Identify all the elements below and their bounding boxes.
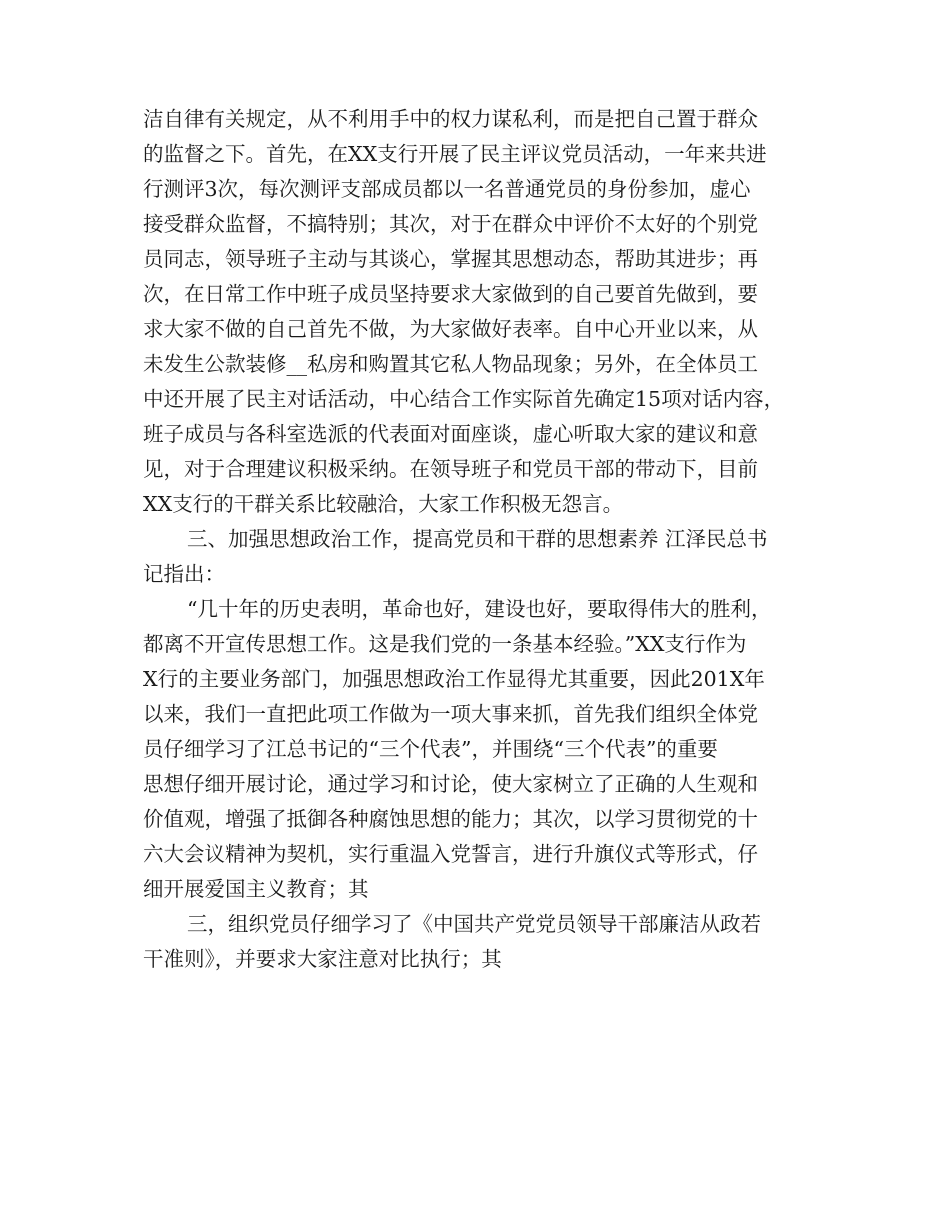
document-body xyxy=(143,102,823,977)
text-line: 未发生公款装修__私房和购置其它私人物品现象；另外，在全体员工 xyxy=(143,352,758,376)
text-line: 接受群众监督，不搞特别；其次，对于在群众中评价不太好的个别党 xyxy=(143,212,758,236)
text-line: 以来，我们一直把此项工作做为一项大事来抓，首先我们组织全体党 xyxy=(143,702,758,726)
text-line: 的监督之下。首先，在XX支行开展了民主评议党员活动，一年来共进 xyxy=(143,142,767,166)
text-line: XX支行的干群关系比较融洽，大家工作积极无怨言。 xyxy=(143,492,624,516)
text-line: 思想仔细开展讨论，通过学习和讨论，使大家树立了正确的人生观和 xyxy=(143,772,758,796)
text-line: 中还开展了民主对话活动，中心结合工作实际首先确定15项对话内容， xyxy=(143,387,785,411)
text-line: 行测评3次，每次测评支部成员都以一名普通党员的身份参加，虚心 xyxy=(143,177,751,201)
text-line: 次，在日常工作中班子成员坚持要求大家做到的自己要首先做到，要 xyxy=(143,282,758,306)
text-line: 价值观，增强了抵御各种腐蚀思想的能力；其次，以学习贯彻党的十 xyxy=(143,807,758,831)
text-line: 都离不开宣传思想工作。这是我们党的一条基本经验。”XX支行作为 xyxy=(143,632,747,656)
text-line: X行的主要业务部门，加强思想政治工作显得尤其重要，因此201X年 xyxy=(143,667,765,691)
text-line: 员仔细学习了江总书记的“三个代表”，并围绕“三个代表”的重要 xyxy=(143,737,718,761)
text-line: 洁自律有关规定，从不利用手中的权力谋私利，而是把自己置于群众 xyxy=(143,107,758,131)
paragraph-start-line: 三，组织党员仔细学习了《中国共产党党员领导干部廉洁从政若 xyxy=(187,912,761,936)
text-line: 细开展爱国主义教育；其 xyxy=(143,877,369,901)
text-line: 求大家不做的自己首先不做，为大家做好表率。自中心开业以来，从 xyxy=(143,317,758,341)
section-heading-line: 三、加强思想政治工作，提高党员和干群的思想素养 江泽民总书 xyxy=(187,527,768,551)
text-line: 六大会议精神为契机，实行重温入党誓言，进行升旗仪式等形式，仔 xyxy=(143,842,758,866)
text-line: 干准则》，并要求大家注意对比执行；其 xyxy=(143,947,502,971)
text-line: 班子成员与各科室选派的代表面对面座谈，虚心听取大家的建议和意 xyxy=(143,422,758,446)
text-line: 记指出： xyxy=(143,562,225,586)
text-line: 员同志，领导班子主动与其谈心，掌握其思想动态，帮助其进步；再 xyxy=(143,247,758,271)
quote-line: “几十年的历史表明，革命也好，建设也好，要取得伟大的胜利， xyxy=(187,597,772,621)
text-line: 见，对于合理建议积极采纳。在领导班子和党员干部的带动下，目前 xyxy=(143,457,758,481)
